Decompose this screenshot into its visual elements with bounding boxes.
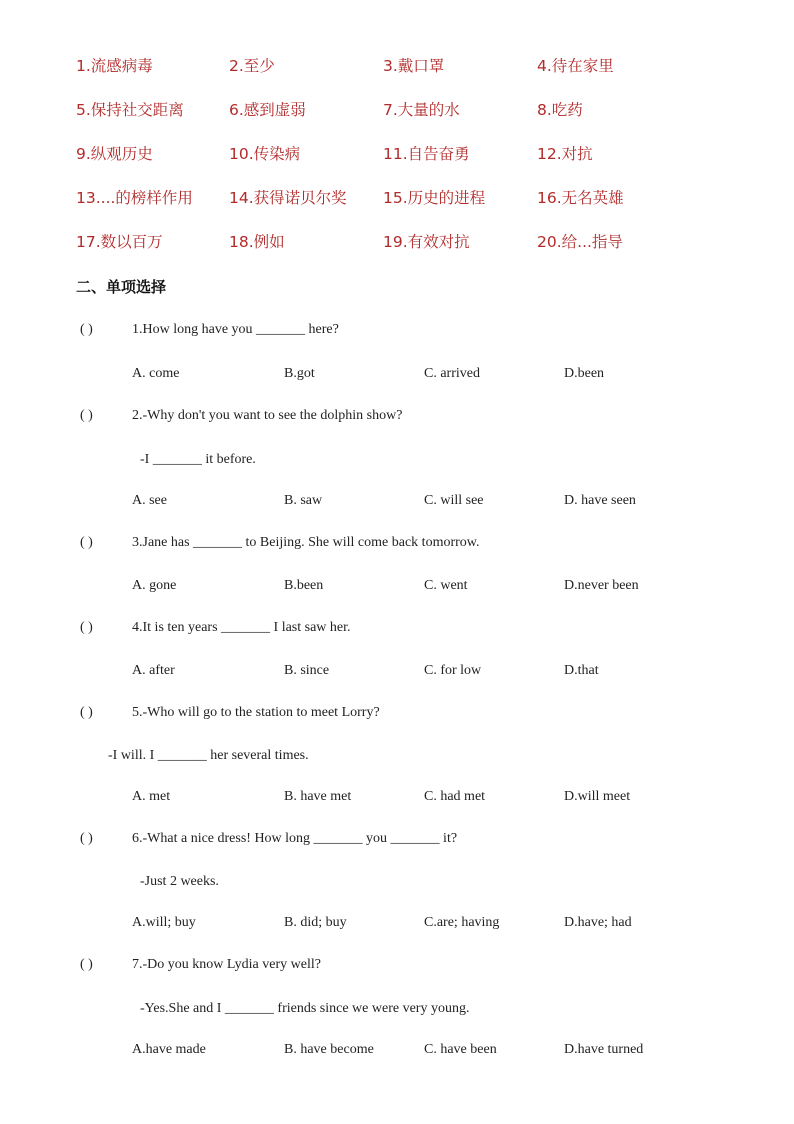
answer-blank[interactable]: ( ) (80, 620, 93, 635)
option-a: A. met (132, 789, 171, 804)
option-a: A. gone (132, 578, 177, 593)
vocab-item: 11.自告奋勇 (383, 145, 470, 163)
vocab-item: 18.例如 (229, 233, 285, 251)
vocab-item: 6.感到虚弱 (229, 101, 306, 119)
question-stem: 6.-What a nice dress! How long _______ you _______ it? (132, 831, 458, 846)
option-d: D.never been (564, 578, 639, 593)
option-b: B.got (284, 366, 315, 381)
vocab-item: 20.给...指导 (537, 233, 623, 251)
option-c: C.are; having (424, 915, 500, 930)
vocab-item: 14.获得诺贝尔奖 (229, 189, 347, 207)
option-b: B.been (284, 578, 324, 593)
option-d: D.that (564, 663, 599, 678)
option-b: B. did; buy (284, 915, 347, 930)
vocab-item: 2.至少 (229, 57, 275, 75)
answer-blank[interactable]: ( ) (80, 831, 93, 846)
vocab-item: 19.有效对抗 (383, 233, 470, 251)
option-a: A. after (132, 663, 175, 678)
vocab-row (0, 142, 794, 166)
question-reply: -I will. I _______ her several times. (108, 748, 309, 763)
answer-blank[interactable]: ( ) (80, 957, 93, 972)
option-c: C. had met (424, 789, 486, 804)
option-a: A. come (132, 366, 180, 381)
option-d: D.have; had (564, 915, 632, 930)
option-d: D.been (564, 366, 605, 381)
vocab-item: 15.历史的进程 (383, 189, 486, 207)
option-a: A.have made (132, 1042, 206, 1057)
option-d: D. have seen (564, 493, 636, 508)
question-stem: 2.-Why don't you want to see the dolphin show? (132, 408, 403, 423)
vocab-item: 7.大量的水 (383, 101, 460, 119)
vocab-item: 5.保持社交距离 (76, 101, 184, 119)
question-stem: 3.Jane has _______ to Beijing. She will come back tomorrow. (132, 535, 480, 550)
vocab-item: 1.流感病毒 (76, 57, 153, 75)
vocab-item: 12.对抗 (537, 145, 593, 163)
option-a: A. see (132, 493, 167, 508)
vocab-item: 8.吃药 (537, 101, 583, 119)
option-b: B. since (284, 663, 330, 678)
question-stem: 1.How long have you _______ here? (132, 322, 339, 337)
section-title: 二、单项选择 (76, 278, 167, 296)
option-d: D.will meet (564, 789, 631, 804)
option-a: A.will; buy (132, 915, 196, 930)
option-c: C. will see (424, 493, 484, 508)
answer-blank[interactable]: ( ) (80, 322, 93, 337)
vocab-item: 16.无名英雄 (537, 189, 624, 207)
option-c: C. arrived (424, 366, 480, 381)
vocab-item: 9.纵观历史 (76, 145, 153, 163)
answer-blank[interactable]: ( ) (80, 535, 93, 550)
answer-blank[interactable]: ( ) (80, 408, 93, 423)
option-c: C. have been (424, 1042, 497, 1057)
vocab-item: 4.待在家里 (537, 57, 614, 75)
question-stem: 7.-Do you know Lydia very well? (132, 957, 321, 972)
vocab-item: 17.数以百万 (76, 233, 163, 251)
vocab-item: 13....的榜样作用 (76, 189, 193, 207)
vocab-row (0, 54, 794, 78)
answer-blank[interactable]: ( ) (80, 705, 93, 720)
vocab-item: 3.戴口罩 (383, 57, 445, 75)
question-reply: -I _______ it before. (140, 452, 256, 467)
vocab-row (0, 230, 794, 254)
vocab-row (0, 98, 794, 122)
question-stem: 4.It is ten years _______ I last saw her. (132, 620, 351, 635)
option-c: C. for low (424, 663, 482, 678)
option-d: D.have turned (564, 1042, 644, 1057)
vocab-row (0, 186, 794, 210)
question-reply: -Yes.She and I _______ friends since we were very young. (140, 1001, 470, 1016)
vocab-item: 10.传染病 (229, 145, 301, 163)
option-c: C. went (424, 578, 468, 593)
question-stem: 5.-Who will go to the station to meet Lorry? (132, 705, 380, 720)
question-reply: -Just 2 weeks. (140, 874, 219, 889)
option-b: B. saw (284, 493, 323, 508)
option-b: B. have become (284, 1042, 374, 1057)
option-b: B. have met (284, 789, 352, 804)
